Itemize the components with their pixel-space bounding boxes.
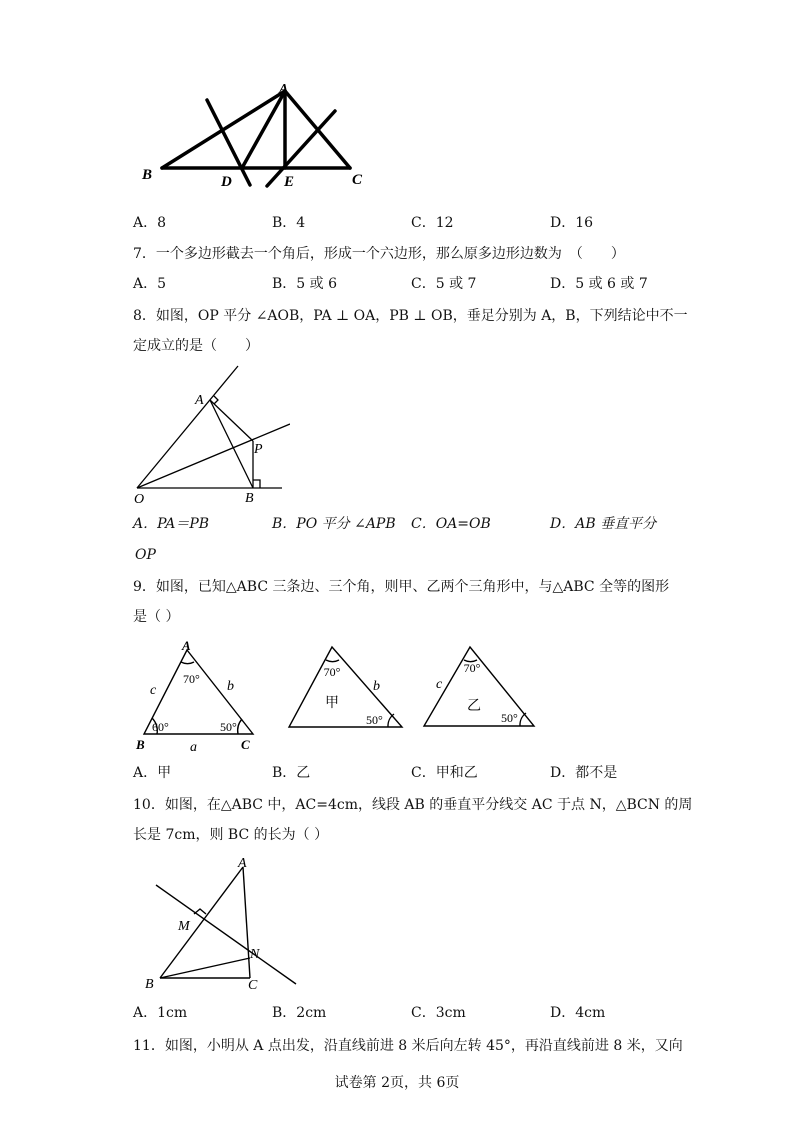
q10-label-c: C (248, 978, 258, 992)
q6-label-e: E (284, 174, 295, 190)
q8-figure (130, 362, 290, 504)
q7-option-c: C．5 或 7 (411, 276, 477, 292)
q7-option-b: B．5 或 6 (272, 276, 338, 292)
q10-option-b: B．2cm (272, 1005, 327, 1021)
q9-option-c: C．甲和乙 (411, 765, 478, 781)
q8-option-d-cont: OP (135, 547, 156, 563)
q10-stem-line2: 长是 7cm，则 BC 的长为（ ） (133, 827, 329, 843)
q9-main-label-a: A (182, 638, 191, 653)
q10-label-a: A (238, 856, 247, 871)
q6-option-d: D．16 (550, 215, 594, 231)
q6-option-b: B．4 (272, 215, 306, 231)
q7-option-a: A．5 (133, 276, 167, 292)
q8-stem-line2: 定成立的是（ ） (133, 338, 259, 354)
q10-stem-line1: 10．如图，在△ABC 中，AC=4cm，线段 AB 的垂直平分线交 AC 于点 N，△BCN 的周 (133, 797, 693, 813)
q9-main-angle-a: 70° (183, 672, 200, 686)
q6-option-a: A．8 (133, 215, 167, 231)
q6-label-b: B (142, 167, 153, 183)
q10-option-d: D．4cm (550, 1005, 606, 1021)
q10-label-m: M (178, 919, 190, 934)
q9-main-label-c: C (241, 737, 250, 752)
q9-main-label-b: B (136, 737, 145, 752)
q6-figure (130, 78, 380, 194)
q9-jia-right-angle: 50° (366, 713, 383, 727)
q10-option-a: A．1cm (133, 1005, 188, 1021)
q7-option-d: D．5 或 6 或 7 (550, 276, 648, 292)
q9-figure (130, 636, 550, 758)
q7-stem: 7．一个多边形截去一个角后，形成一个六边形，那么原多边形边数为 （ ） (133, 246, 625, 262)
q9-jia-side-b: b (373, 679, 380, 694)
q6-option-c: C．12 (411, 215, 454, 231)
q9-stem-line2: 是（ ） (133, 609, 180, 625)
q10-option-c: C．3cm (411, 1005, 466, 1021)
q8-stem-line1: 8．如图，OP 平分 ∠AOB，PA ⊥ OA，PB ⊥ OB，垂足分别为 A，B，下列结论中不一 (133, 308, 688, 324)
q11-stem-line1: 11．如图，小明从 A 点出发，沿直线前进 8 米后向左转 45°，再沿直线前进 8 米，又向 (133, 1038, 683, 1054)
q9-yi-right-angle: 50° (501, 711, 518, 725)
q6-label-c: C (352, 172, 363, 188)
q8-option-b: B．PO 平分 ∠APB (272, 516, 396, 532)
q8-label-o: O (134, 492, 145, 504)
q10-label-n: N (250, 947, 260, 962)
q9-main-side-c: c (150, 683, 157, 698)
q9-jia-top-angle: 70° (323, 665, 341, 679)
q9-main-angle-b: 60° (152, 720, 169, 734)
q9-main-angle-c: 50° (220, 720, 237, 734)
q10-label-b: B (145, 977, 154, 992)
q6-label-d: D (221, 174, 232, 190)
q6-label-a: A (279, 82, 289, 97)
q9-yi-top-angle: 70° (463, 661, 481, 675)
q8-option-d: D．AB 垂直平分 (550, 516, 657, 532)
q8-option-a: A．PA＝PB (133, 516, 210, 532)
q9-option-d: D．都不是 (550, 765, 618, 781)
q9-option-b: B．乙 (272, 765, 311, 781)
q8-option-c: C．OA=OB (411, 516, 491, 532)
q9-main-side-b: b (227, 679, 234, 694)
q9-option-a: A．甲 (133, 765, 172, 781)
q8-label-p: P (254, 442, 263, 457)
q9-main-side-a: a (190, 740, 197, 755)
q8-label-a: A (195, 393, 204, 408)
q9-yi-side-c: c (436, 677, 443, 692)
q9-yi-name: 乙 (467, 699, 481, 714)
q10-figure (140, 852, 300, 992)
q9-stem-line1: 9．如图，已知△ABC 三条边、三个角，则甲、乙两个三角形中，与△ABC 全等的图形 (133, 579, 670, 595)
q9-jia-name: 甲 (325, 696, 339, 711)
page-footer: 试卷第 2页，共 6页 (334, 1075, 460, 1091)
q8-label-b: B (245, 491, 254, 504)
